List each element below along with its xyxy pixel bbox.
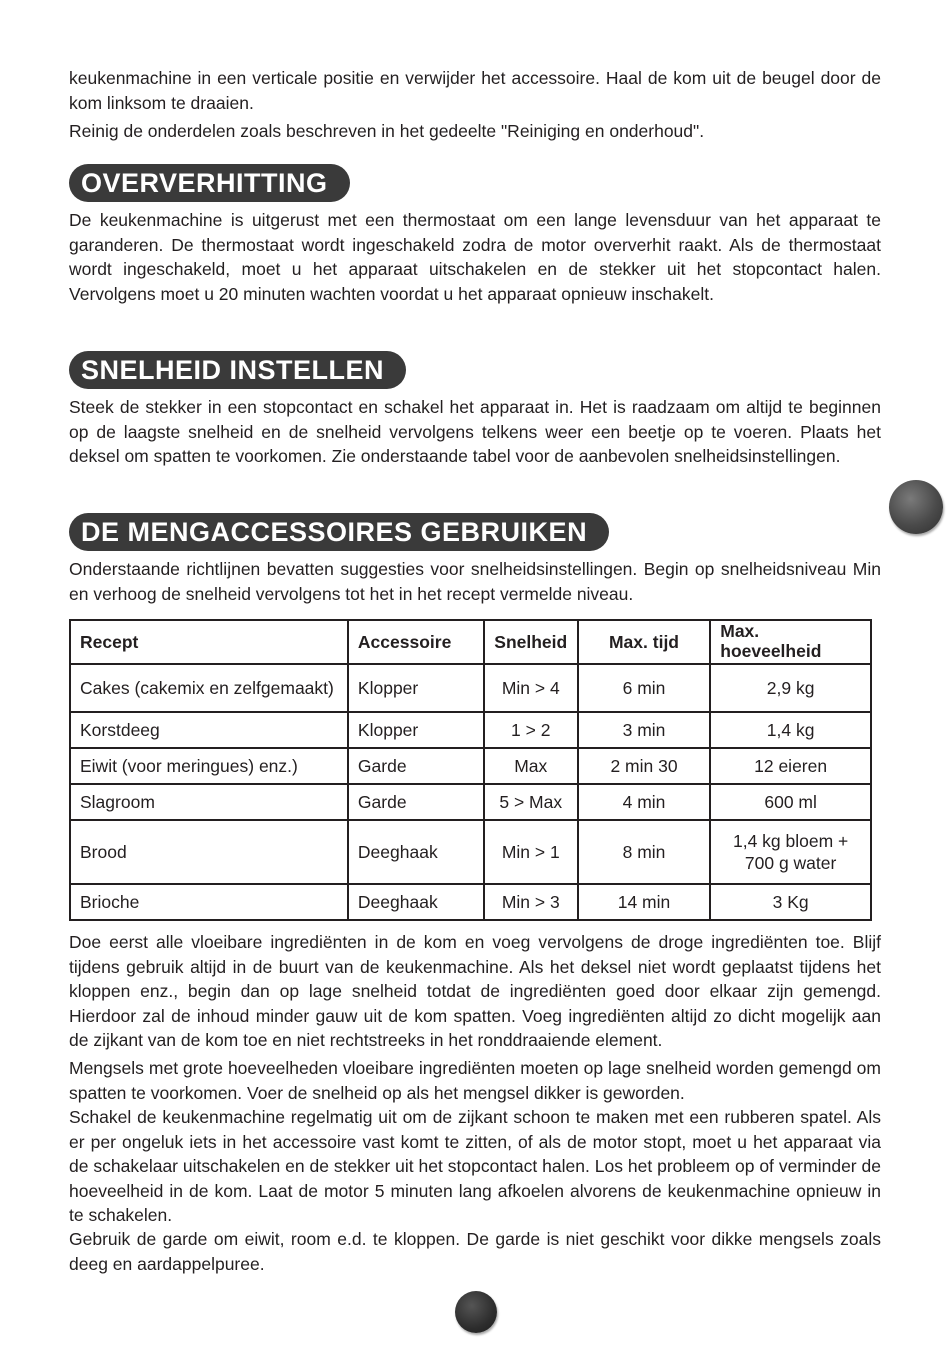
mengaccessoires-body: Onderstaande richtlijnen bevatten suggesties voor snelheidsinstellingen. Begin op snelheidsniveau Min en verhoog de snelheid vervolgens tot het in het recept vermelde niveau. [69,559,881,604]
cell-snelheid: 1 > 2 [484,712,578,748]
cell-snelheid: Min > 3 [484,884,578,920]
table-header-row [70,620,871,664]
cell-recept: Slagroom [70,784,348,820]
header-recept: Recept [70,620,348,664]
cell-accessoire: Klopper [348,664,484,712]
intro-paragraph-2: Reinig de onderdelen zoals beschreven in het gedeelte "Reiniging en onderhoud". [69,121,705,141]
cell-snelheid: Max [484,748,578,784]
page-number-marker [455,1291,497,1333]
table-row [70,748,871,784]
after-paragraph-4: Gebruik de garde om eiwit, room e.d. te kloppen. De garde is niet geschikt voor dikke mengsels zoals deeg en aardappelpuree. [69,1229,881,1274]
after-paragraph-3: Schakel de keukenmachine regelmatig uit om de zijkant schoon te maken met een rubberen spatel. Als er per ongeluk iets in het accessoire vast komt te zitten, of als de motor stopt, moet u het apparaat via de schakelaar uitschakelen en de stekker uit het stopcontact halen. Los het probleem op of verminder de hoeveelheid in de kom. Laat de motor 5 minuten lang afkoelen alvorens de keukenmachine opnieuw in te schakelen. [69,1107,881,1225]
cell-max-tijd: 2 min 30 [578,748,711,784]
header-max-hoeveelheid: Max. hoeveelheid [710,620,871,664]
cell-recept: Korstdeeg [70,712,348,748]
cell-accessoire: Garde [348,748,484,784]
cell-max-tijd: 3 min [578,712,711,748]
header-accessoire: Accessoire [348,620,484,664]
cell-max-tijd: 8 min [578,820,711,884]
page-tab-marker [889,480,943,534]
table-row [70,784,871,820]
cell-snelheid: Min > 4 [484,664,578,712]
header-max-tijd: Max. tijd [578,620,711,664]
table-row [70,664,871,712]
snelheid-body: Steek de stekker in een stopcontact en schakel het apparaat in. Het is raadzaam om altijd te beginnen op de laagste snelheid en de snelheid vervolgens telkens weer een beetje op te voeren. Plaats het deksel om spatten te voorkomen. Zie onderstaande tabel voor de aanbevolen snelheidsinstellingen. [69,397,881,466]
table-row [70,712,871,748]
cell-max-tijd: 4 min [578,784,711,820]
cell-max-hoeveelheid: 3 Kg [710,884,871,920]
cell-max-tijd: 6 min [578,664,711,712]
cell-max-hoeveelheid: 1,4 kg [710,712,871,748]
cell-accessoire: Deeghaak [348,820,484,884]
heading-snelheid-instellen: SNELHEID INSTELLEN [69,351,406,389]
cell-recept: Cakes (cakemix en zelfgemaakt) [70,664,348,712]
cell-recept: Eiwit (voor meringues) enz.) [70,748,348,784]
cell-snelheid: 5 > Max [484,784,578,820]
cell-max-hoeveelheid: 1,4 kg bloem + 700 g water [710,820,871,884]
cell-recept: Brood [70,820,348,884]
intro-paragraph-1: keukenmachine in een verticale positie en verwijder het accessoire. Haal de kom uit de beugel door de kom linksom te draaien. [69,68,881,113]
cell-accessoire: Deeghaak [348,884,484,920]
heading-oververhitting: OVERVERHITTING [69,164,350,202]
after-paragraph-2: Mengsels met grote hoeveelheden vloeibare ingrediënten moeten op lage snelheid worden gemengd om spatten te voorkomen. Voer de snelheid op als het mengsel dikker is geworden. [69,1058,881,1103]
cell-recept: Brioche [70,884,348,920]
oververhitting-body: De keukenmachine is uitgerust met een thermostaat om een lange levensduur van het apparaat te garanderen. De thermostaat wordt ingeschakeld zodra de motor oververhit raakt. Als de thermostaat wordt ingeschakeld, moet u het apparaat uitschakelen en de stekker uit het stopcontact halen. Vervolgens moet u 20 minuten wachten voordat u het apparaat opnieuw inschakelt. [69,210,881,304]
cell-max-hoeveelheid: 12 eieren [710,748,871,784]
cell-max-hoeveelheid: 600 ml [710,784,871,820]
cell-accessoire: Klopper [348,712,484,748]
cell-accessoire: Garde [348,784,484,820]
heading-mengaccessoires: DE MENGACCESSOIRES GEBRUIKEN [69,513,609,551]
table-row [70,884,871,920]
cell-max-tijd: 14 min [578,884,711,920]
header-snelheid: Snelheid [484,620,578,664]
cell-snelheid: Min > 1 [484,820,578,884]
speed-settings-table [69,619,872,921]
cell-max-hoeveelheid: 2,9 kg [710,664,871,712]
after-paragraph-1: Doe eerst alle vloeibare ingrediënten in de kom en voeg vervolgens de droge ingrediënten toe. Blijf tijdens gebruik altijd in de buurt van de keukenmachine. Als het deksel niet wordt geplaatst tijdens het kloppen enz., begin dan op lage snelheid totdat de ingrediënten goed door elkaar zijn gemengd. Hierdoor zal de inhoud minder gauw uit de kom spatten. Voeg ingrediënten altijd zo dicht mogelijk aan de zijkant van de kom toe en niet rechtstreeks in het ronddraaiende element. [69,932,881,1050]
table-row [70,820,871,884]
